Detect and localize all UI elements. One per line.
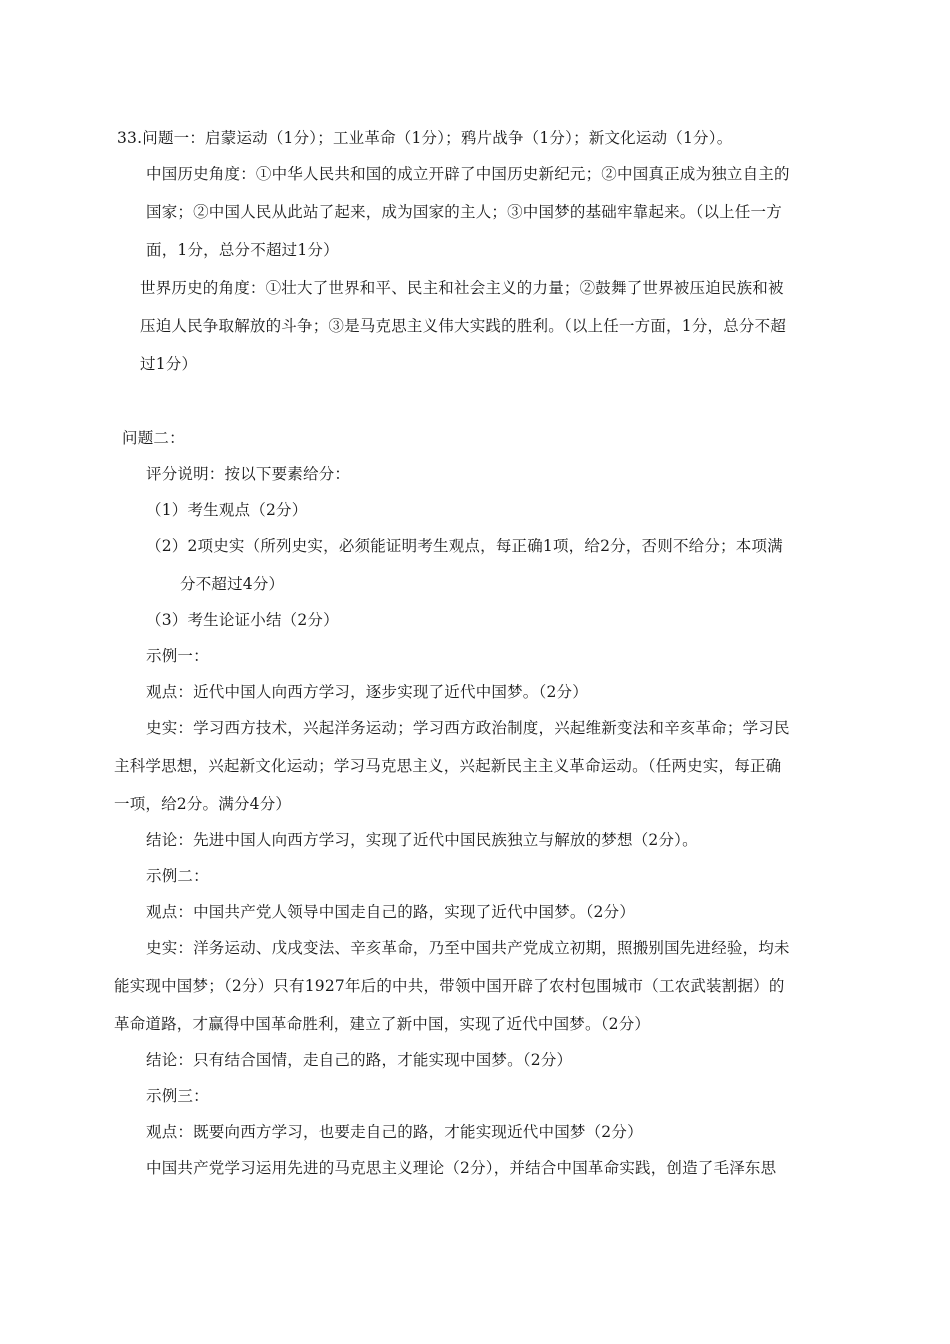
example-1-title: 示例一： (146, 647, 209, 665)
q2-line-3: （2）2项史实（所列史实，必须能证明考生观点，每正确1项，给2分，否则不给分；本项满 (146, 537, 783, 555)
example-1-line-5: 结论：先进中国人向西方学习，实现了近代中国民族独立与解放的梦想（2分）。 (146, 831, 698, 849)
example-2-line-4: 革命道路，才赢得中国革命胜利，建立了新中国，实现了近代中国梦。（2分） (114, 1015, 651, 1033)
example-1-line-4: 一项，给2分。满分4分） (114, 795, 292, 813)
q33-line-1: 33.问题一：启蒙运动（1分）；工业革命（1分）；鸦片战争（1分）；新文化运动（1分）。 (117, 129, 733, 147)
example-2-line-5: 结论：只有结合国情，走自己的路，才能实现中国梦。（2分） (146, 1051, 573, 1069)
q33-line-7: 过1分） (140, 355, 198, 373)
q2-title: 问题二： (122, 429, 185, 447)
example-1-line-1: 观点：近代中国人向西方学习，逐步实现了近代中国梦。（2分） (146, 683, 588, 701)
example-3-title: 示例三： (146, 1087, 209, 1105)
example-2-line-3: 能实现中国梦；（2分）只有1927年后的中共，带领中国开辟了农村包围城市（工农武装割据）的 (114, 977, 785, 995)
example-3-line-1: 观点：既要向西方学习，也要走自己的路，才能实现近代中国梦（2分） (146, 1123, 643, 1141)
example-3-line-2: 中国共产党学习运用先进的马克思主义理论（2分），并结合中国革命实践，创造了毛泽东思 (146, 1159, 777, 1177)
example-2-line-1: 观点：中国共产党人领导中国走自己的路，实现了近代中国梦。（2分） (146, 903, 636, 921)
example-2-line-2: 史实：洋务运动、戊戌变法、辛亥革命，乃至中国共产党成立初期，照搬别国先进经验，均未 (146, 939, 790, 957)
example-2-title: 示例二： (146, 867, 209, 885)
q33-line-2: 中国历史角度：①中华人民共和国的成立开辟了中国历史新纪元；②中国真正成为独立自主的 (146, 165, 790, 183)
example-1-line-3: 主科学思想，兴起新文化运动；学习马克思主义，兴起新民主主义革命运动。（任两史实，每正确 (114, 757, 782, 775)
q2-line-4: 分不超过4分） (180, 575, 285, 593)
q2-line-5: （3）考生论证小结（2分） (146, 611, 339, 629)
q33-line-6: 压迫人民争取解放的斗争；③是马克思主义伟大实践的胜利。（以上任一方面，1分，总分不超 (140, 317, 787, 335)
q33-line-5: 世界历史的角度：①壮大了世界和平、民主和社会主义的力量；②鼓舞了世界被压迫民族和被 (140, 279, 784, 297)
q2-line-1: 评分说明：按以下要素给分： (146, 465, 351, 483)
q2-line-2: （1）考生观点（2分） (146, 501, 308, 519)
q33-line-3: 国家；②中国人民从此站了起来，成为国家的主人；③中国梦的基础牢靠起来。（以上任一方 (146, 203, 782, 221)
q33-line-4: 面，1分，总分不超过1分） (146, 241, 339, 259)
example-1-line-2: 史实：学习西方技术，兴起洋务运动；学习西方政治制度，兴起维新变法和辛亥革命；学习民 (146, 719, 790, 737)
